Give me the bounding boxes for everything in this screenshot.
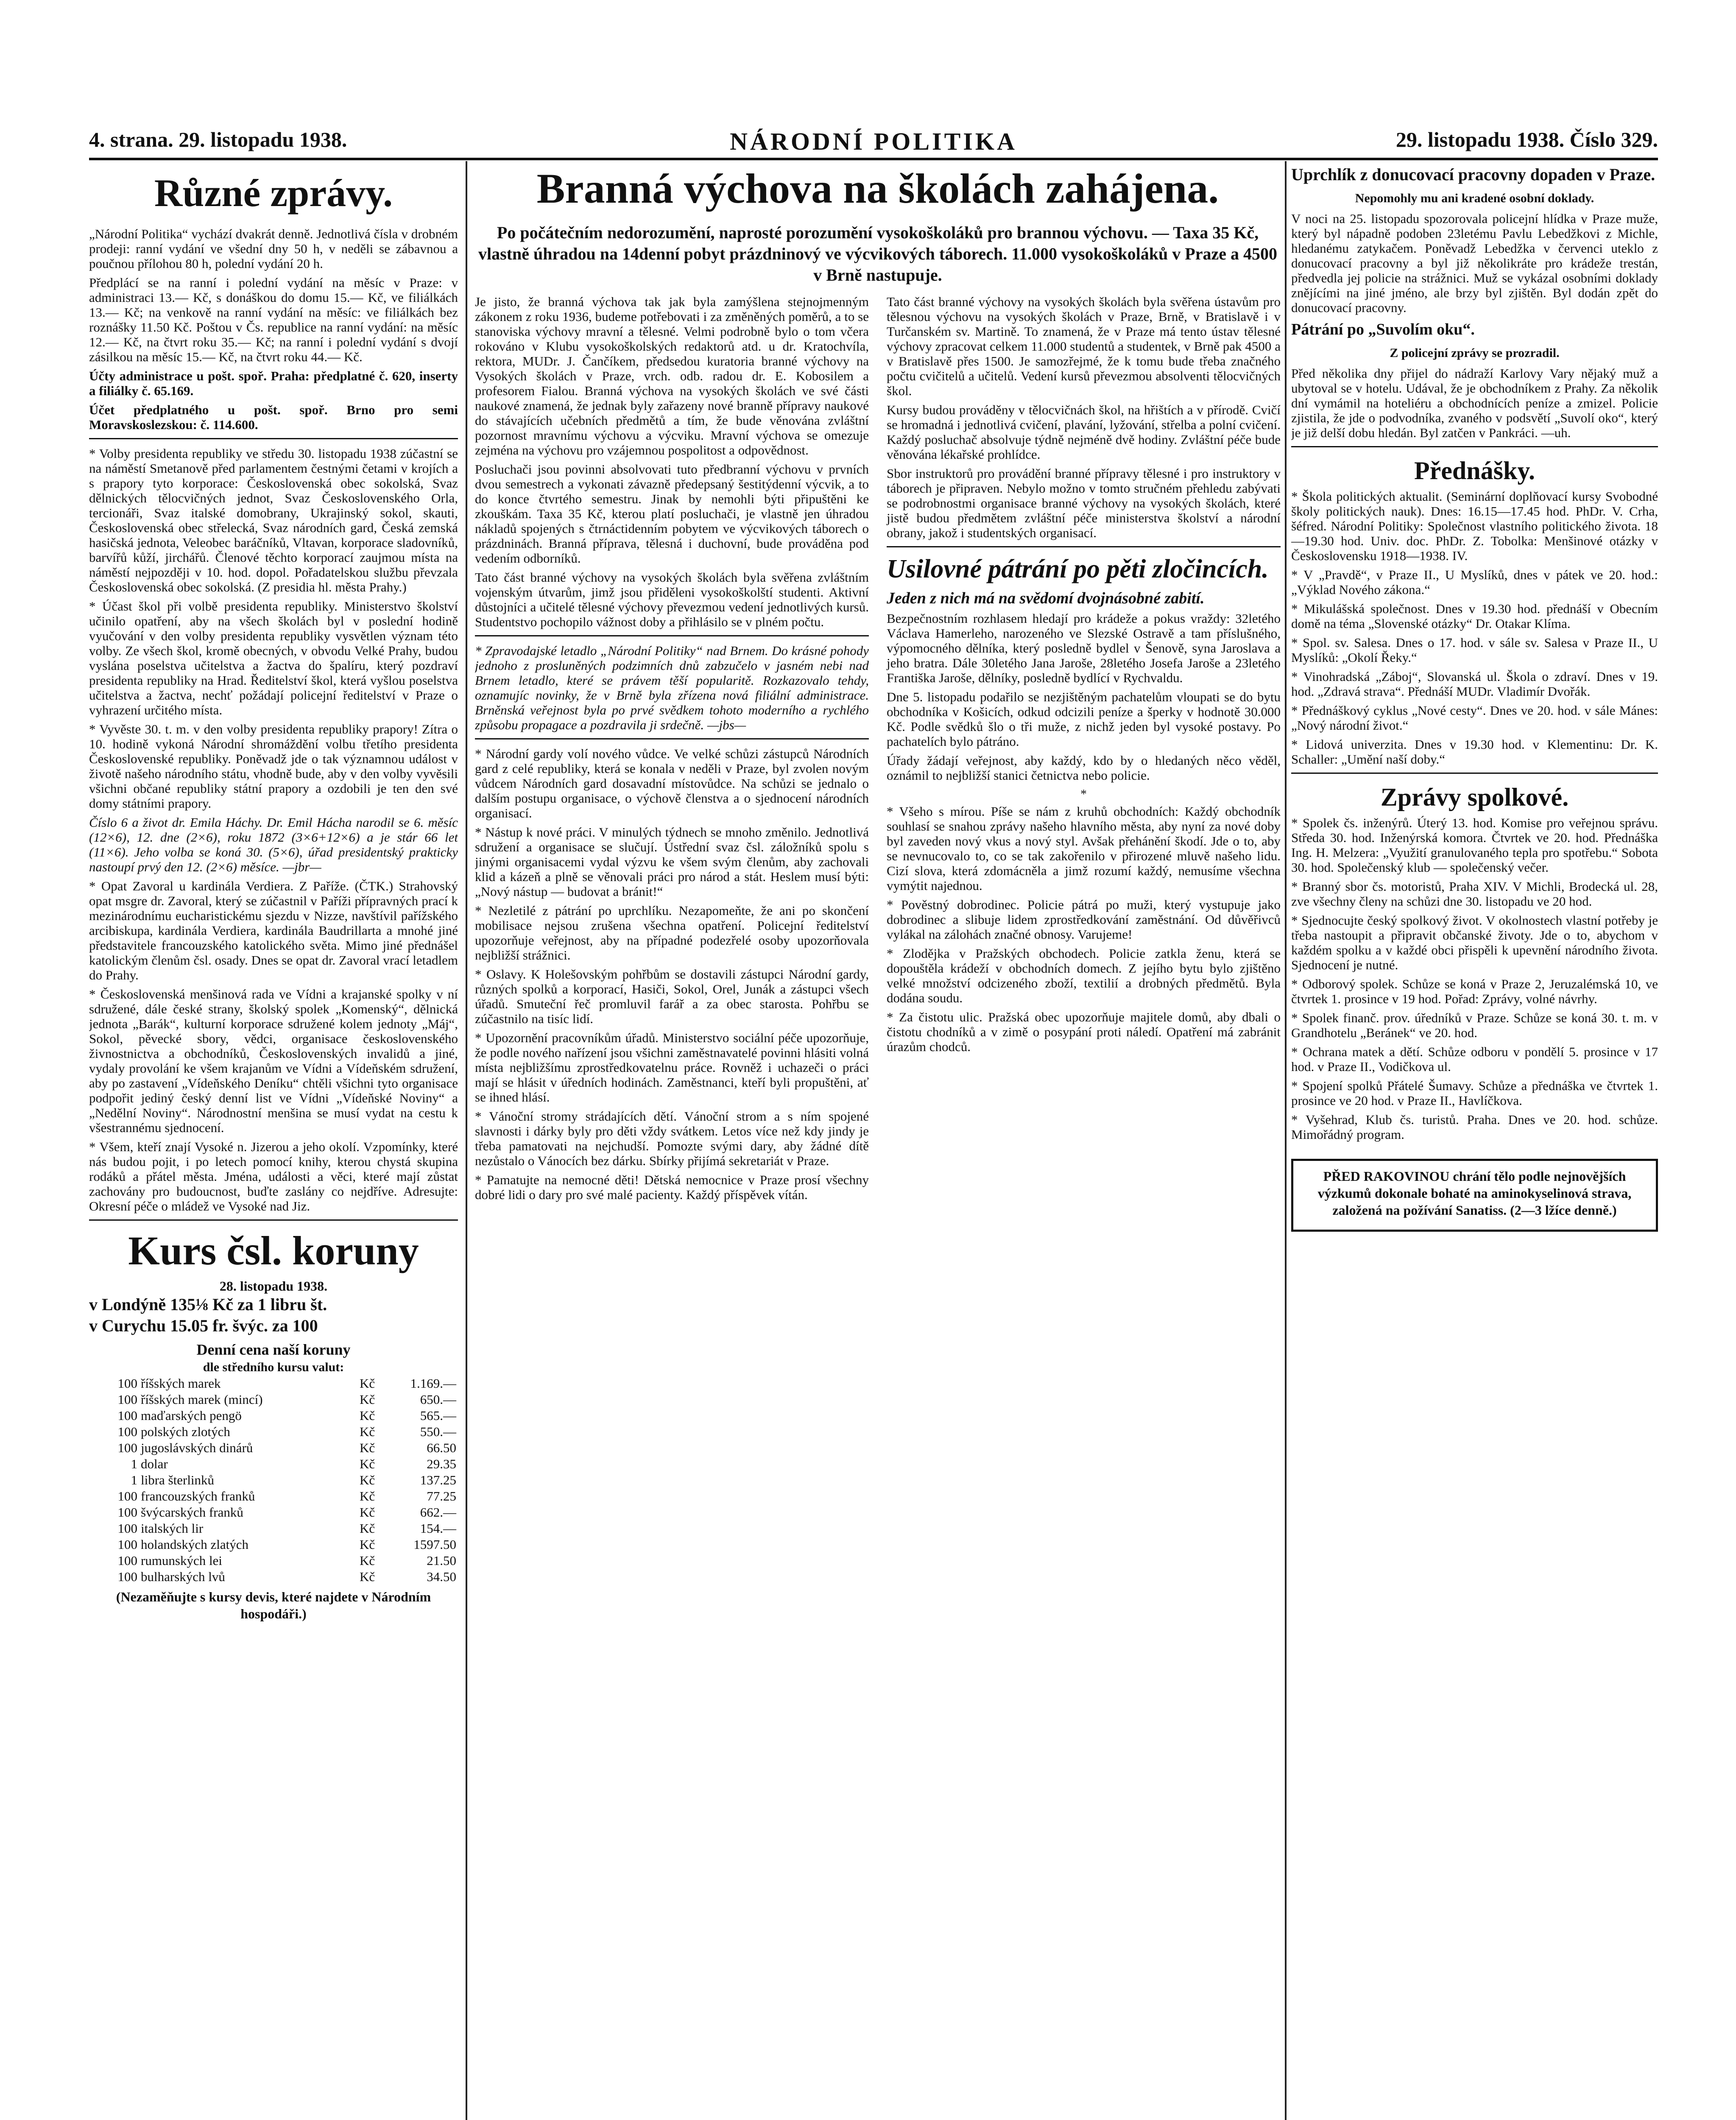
- news-paragraph: * Vyvěste 30. t. m. v den volby presidenta republiky prapory! Zítra o 10. hodině vykoná Národní shromáždění volbu třetího presidenta Československé republiky. Poněvadž jde o tak významnou událost v životě našeho národního státu, vhodně bude, aby v den volby vyvěsili všichni občané republiky státní prapory a ozdobili je ten den své domy státními prapory.: [89, 722, 458, 811]
- kurs-qty: 100: [117, 1392, 137, 1407]
- kurs-value: 1.169.—: [410, 1376, 456, 1391]
- kurs-qty: 1: [131, 1456, 137, 1471]
- header-rule: [89, 158, 1658, 160]
- news-paragraph: Dne 5. listopadu podařilo se nezjištěným pachatelům vloupati se do bytu obchodníka v Košicích, odkud odcizili peníze a šperky v hodnotě 30.000 Kč. Podle svědků šlo o tři muže, z nichž jeden byl vysoké postavy. Po pachatelích bylo pátráno.: [887, 689, 1281, 749]
- news-paragraph: * Všem, kteří znají Vysoké n. Jizerou a jeho okolí. Vzpomínky, které nás budou pojit, i po letech pomocí knihy, kterou chystá skupina rodáků a přátel města. Jména, události a věci, které mají zůstat zachovány pro budoucnost, buďte zaslány co nejdříve. Adresujte: Okresní péče o mládež ve Vysoké nad Jiz.: [89, 1139, 458, 1213]
- kurs-value: 154.—: [420, 1521, 456, 1536]
- kurs-row: [89, 1375, 458, 1392]
- kurs-row: [89, 1504, 458, 1520]
- kurs-qty: 100: [117, 1489, 137, 1504]
- news-paragraph: * Oslavy. K Holešovským pohřbům se dostavili zástupci Národní gardy, různých spolků a korporací, Hasiči, Sokol, Orel, Junák a zástupci všech úřadů. Smuteční řeč promluvil farář a za obec starosta. Pohřbu se zúčastnilo na tisíc lidí.: [475, 967, 869, 1026]
- kurs-row: [89, 1440, 458, 1456]
- header-left: 4. strana. 29. listopadu 1938.: [89, 128, 347, 151]
- kurs-qty: 100: [117, 1440, 137, 1455]
- lecture-item: * Škola politických aktualit. (Seminární doplňovací kursy Svobodné školy politických nauk). Dnes: 16.15—17.45 hod. PhDr. V. Crha, šéfred. Národní Politiky: Společnost vlastního politického života. 18—19.30 hod. Univ. doc. PhDr. Z. Tobolka: Menšinové otázky v Československu 1918—1938. IV.: [1291, 489, 1658, 563]
- kurs-currency-name: francouzských franků: [141, 1489, 255, 1504]
- club-news-item: * Odborový spolek. Schůze se koná v Praze 2, Jeruzalémská 10, ve čtvrtek 1. prosince v 19 hod. Pořad: Zprávy, volné návrhy.: [1291, 976, 1658, 1006]
- kurs-subheading: Denní cena naší koruny: [196, 1341, 351, 1358]
- divider: [887, 546, 1281, 547]
- headline-uprchlik: Uprchlík z donucovací pracovny dopaden v Praze.: [1291, 165, 1655, 184]
- kurs-value: 1597.50: [413, 1537, 456, 1552]
- lecture-item: * Spol. sv. Salesa. Dnes o 17. hod. v sále sv. Salesa v Praze II., U Myslíků: „Okolí Řeky.“: [1291, 635, 1658, 665]
- uprchlik-subheading: Nepomohly mu ani kradené osobní doklady.: [1355, 191, 1594, 205]
- header-right: 29. listopadu 1938. Číslo 329.: [1395, 128, 1658, 151]
- kurs-row: [89, 1488, 458, 1504]
- news-paragraph: * Vánoční stromy strádajících dětí. Vánoční strom a s ním spojené slavnosti i dárky byly pro děti vždy svátkem. Letos více než kdy jindy je třeba pamatovati na nejchudší. Pomozte svými dary, aby žádné dítě nezůstalo o Vánocích bez dárku. Sbírky přijímá sekretariát v Praze.: [475, 1109, 869, 1168]
- news-paragraph: * Za čistotu ulic. Pražská obec upozorňuje majitele domů, aby dbali o čistotu chodníků a v zimě o posypání proti náledí. Opatření má zabránit úrazům chodců.: [887, 1010, 1281, 1054]
- club-news-item: * Spojení spolků Přátelé Šumavy. Schůze a přednáška ve čtvrtek 1. prosince ve 20 hod. v Praze II., Havlíčkova.: [1291, 1078, 1658, 1108]
- kurs-currency-name: libra šterlinků: [141, 1473, 215, 1487]
- kurs-value: 565.—: [420, 1408, 456, 1423]
- divider: [89, 1219, 458, 1221]
- advertisement-text: PŘED RAKOVINOU chrání tělo podle nejnovějších výzkumů dokonale bohaté na aminokyselinová strava, založená na požívání Sanatiss. (2—3 lžíce denně.): [1317, 1169, 1632, 1218]
- kurs-row: [89, 1537, 458, 1553]
- lecture-item: * Mikulášská společnost. Dnes v 19.30 hod. přednáší v Obecním domě na téma „Slovenské otázky“ Dr. Otakar Klíma.: [1291, 601, 1658, 631]
- usilovne-subheading: Jeden z nich má na svědomí dvojnásobné zabití.: [887, 589, 1205, 607]
- kurs-row: [89, 1456, 458, 1472]
- kurs-value: 137.25: [420, 1473, 456, 1487]
- news-paragraph: Číslo 6 a život dr. Emila Háchy. Dr. Emil Hácha narodil se 6. měsíc (12×6), 12. dne (2×6), roku 1872 (3×6+12×6) a je stár 66 let (11×6). Jeho volba se koná 30. (5×6), úřad presidentský prakticky nastoupí prvý den 12. (2×6) měsíce. —jbr—: [89, 815, 458, 874]
- kurs-unit: Kč: [360, 1392, 375, 1407]
- column-middle: [475, 161, 1281, 2120]
- news-paragraph: V noci na 25. listopadu spozorovala policejní hlídka v Praze muže, který byl nápadně podoben 23letému Pavlu Lebedžkovi z Michle, hledanému zatykačem. Poněvadž Lebedžka v červenci uteklo z donucovací pracovny a byl již několikráte pro krádeže trestán, předvedla jej policie na strážnici. Muž se vykázal osobními doklady znějícími na jiné jméno, ale brzy byl zjištěn. Byl dodán zpět do donucovací pracovny.: [1291, 211, 1658, 315]
- club-news-item: * Spolek finanč. prov. úředníků v Praze. Schůze se koná 30. t. m. v Grandhotelu „Beránek“ ve 20. hod.: [1291, 1010, 1658, 1040]
- news-paragraph: * Volby presidenta republiky ve středu 30. listopadu 1938 zúčastní se na náměstí Smetanově před parlamentem čestnými četami v krojích a s prapory tyto korporace: Československá obec sokolská, Svaz dělnických tělocvičných jednot, Svaz Československého Orla, tercionáři, Svaz italské domobrany, Ukrajinský sokol, skauti, Československá obec střelecká, Svaz národních gard, Česká zemská hasičská jednota, Veleobec baráčníků, Vltavan, korporace sladovníků, barvířů kůží, jirchářů. Členové těchto korporací zaujmou místa na náměstí nejpozději v 10. hod. dopol. Pořadatelskou službu převzala Československá obec sokolská. (Z presidia hl. města Prahy.): [89, 446, 458, 594]
- kurs-value: 29.35: [427, 1456, 456, 1471]
- news-paragraph: * Pamatujte na nemocné děti! Dětská nemocnice v Praze prosí všechny dobré lidi o dary pro své malé pacienty. Každý příspěvek vítán.: [475, 1172, 869, 1202]
- kurs-row: [89, 1520, 458, 1537]
- separator-star: *: [1080, 787, 1087, 801]
- column-left: [89, 161, 458, 2120]
- headline-branna-vychova: Branná výchova na školách zahájena.: [536, 165, 1219, 212]
- kurs-qty: 100: [117, 1521, 137, 1536]
- kurs-value: 650.—: [420, 1392, 456, 1407]
- kurs-qty: 100: [117, 1505, 137, 1520]
- section-heading-prednasky: Přednášky.: [1414, 457, 1535, 485]
- lecture-item: * Vinohradská „Záboj“, Slovanská ul. Škola o zdraví. Dnes v 19. hod. „Zdravá strava“. Přednáší MUDr. Vladimír Dvořák.: [1291, 669, 1658, 699]
- lecture-item: * Přednáškový cyklus „Nové cesty“. Dnes ve 20. hod. v sále Mánes: „Nový národní život.“: [1291, 703, 1658, 733]
- column-right: [1291, 161, 1658, 2120]
- kurs-unit: Kč: [360, 1440, 375, 1455]
- divider: [1291, 446, 1658, 447]
- article-paragraph: Je jisto, že branná výchova tak jak byla zamýšlena stejnojmenným zákonem z roku 1936, budeme potřebovati i za změněných poměrů, a to se stanoviska výchovy mravní a tělesné. Velmi podrobně bylo o tom včera rokováno v Klubu vysokoškolských redaktorů atd. u dr. Kratochvíla, rektora, MUDr. J. Čančíkem, předsedou kuratoria branné výchovy na Vysokých školách v Praze, vrch. odb. radou dr. E. Kobosilem a profesorem Fialou. Branná výchova na vysokých školách ve své části naukové znamená, že jednak byly zařazeny nové branně přípravy naukové do stávajících učebních předmětů a tím, že bude věnována zvláštní pozornost mravnímu výchovu a výcviku. Mravní výchova se omezuje zejména na výchovu pro vzájemnou pospolitost a odpovědnost.: [475, 294, 869, 457]
- lecture-item: * Lidová univerzita. Dnes v 19.30 hod. v Klementinu: Dr. K. Schaller: „Umění naší doby.“: [1291, 737, 1658, 767]
- news-paragraph: * Národní gardy volí nového vůdce. Ve velké schůzi zástupců Národních gard z celé republiky, která se konala v neděli v Praze, byl zvolen novým vůdcem Národních gard dosavadní místovůdce. Na schůzi se jednalo o dalším postupu organisace, o výchově členstva a o sjednocení národních organisací.: [475, 746, 869, 820]
- kurs-subheading-2: dle středního kursu valut:: [203, 1360, 344, 1374]
- news-paragraph: * Československá menšinová rada ve Vídni a krajanské spolky v ní sdružené, dále české strany, školský spolek „Komenský“, dělnická jednota „Barák“, kulturní korporace sdružené kolem jednoty „Máj“, Sokol, pěvecké sbory, vědci, organisace československého živnostnictva a obchodníků, Československých invalidů a jiné, vydaly provolání ke všem krajanům ve Vídni a Vídeňském sdružení, aby po zastavení „Vídeňského Deníku“ chtěli všichni tyto organisace podpořit jediný český denní list ve Vídni „Vídeňské Noviny“ a „Nedělní Noviny“. Národnostní menšina se musí vydat na cestu k všestrannému sjednocení.: [89, 987, 458, 1135]
- kurs-qty: 100: [117, 1376, 137, 1391]
- kurs-unit: Kč: [360, 1505, 375, 1520]
- kurs-currency-name: polských zlotých: [141, 1424, 230, 1439]
- article-paragraph: Tato část branné výchovy na vysokých školách byla svěřena zvláštním vojenským útvarům, jimž jsou přiděleni vysokoškolští studenti. Aktivní důstojníci a učitelé tělesné výchovy převezmou vedení jednotlivých kursů. Studentstvo pochopilo vážnost doby a přihlásilo se v plném počtu.: [475, 570, 869, 629]
- kurs-currency-name: jugoslávských dinárů: [141, 1440, 253, 1455]
- intro-paragraph: Účet předplatného u pošt. spoř. Brno pro semi Moravskoslezskou: č. 114.600.: [89, 402, 458, 432]
- column-divider: [1285, 161, 1287, 2120]
- kurs-unit: Kč: [360, 1408, 375, 1423]
- kurs-currency-name: holandských zlatých: [141, 1537, 248, 1552]
- kurs-qty: 100: [117, 1537, 137, 1552]
- kurs-value: 662.—: [420, 1505, 456, 1520]
- kurs-qty: 100: [117, 1424, 137, 1439]
- news-paragraph: Před několika dny přijel do nádraží Karlovy Vary nějaký muž a ubytoval se v hotelu. Udával, že je obchodníkem z Prahy. Za několik dní vymámil na hoteliéru a obchodnících peníze a zmizel. Policie zjistila, že jde o podvodníka, zvaného v podsvětí „Suvolí oko“, který je již delší dobu hledán. Byl zatčen v Pankráci. —uh.: [1291, 366, 1658, 440]
- kurs-qty: 100: [117, 1569, 137, 1584]
- kurs-unit: Kč: [360, 1521, 375, 1536]
- masthead: NÁRODNÍ POLITIKA: [730, 128, 1017, 155]
- club-news-item: * Branný sbor čs. motoristů, Praha XIV. V Michli, Brodecká ul. 28, zve všechny členy na schůzi dne 30. listopadu ve 20 hod.: [1291, 879, 1658, 909]
- news-paragraph: * Nezletilé z pátrání po uprchlíku. Nezapomeňte, že ani po skončení mobilisace nejsou zrušena všechna opatření. Policejní ředitelství upozorňuje veřejnost, aby na případné podezřelé osoby upozorňovala nejbližší strážnici.: [475, 903, 869, 962]
- patrani-subheading: Z policejní zprávy se prozradil.: [1390, 346, 1560, 360]
- club-news-item: * Ochrana matek a dětí. Schůze odboru v pondělí 5. prosince v 17 hod. v Praze II., Vodičkova ul.: [1291, 1044, 1658, 1074]
- kurs-value: 21.50: [427, 1553, 456, 1568]
- kurs-unit: Kč: [360, 1489, 375, 1504]
- kurs-currency-name: maďarských pengö: [141, 1408, 242, 1423]
- news-paragraph: * Zlodějka v Pražských obchodech. Policie zatkla ženu, která se dopouštěla krádeží v obchodních domech. Z jejího bytu bylo zjištěno velké množství odcizeného zboží, textilií a drobných předmětů. Byla dodána soudu.: [887, 946, 1281, 1005]
- kurs-london: v Londýně 135⅛ Kč za 1 libru št.: [89, 1295, 327, 1314]
- kurs-zurich: v Curychu 15.05 fr. švýc. za 100: [89, 1316, 318, 1335]
- intro-paragraph: Účty administrace u pošt. spoř. Praha: předplatné č. 620, inserty a filiálky č. 65.169.: [89, 368, 458, 398]
- kurs-qty: 1: [131, 1473, 137, 1487]
- kurs-currency-name: švýcarských franků: [141, 1505, 243, 1520]
- kurs-currency-name: bulharských lvů: [141, 1569, 225, 1584]
- article-two-columns: [475, 294, 1281, 1206]
- kurs-unit: Kč: [360, 1424, 375, 1439]
- club-news-item: * Vyšehrad, Klub čs. turistů. Praha. Dnes ve 20. hod. schůze. Mimořádný program.: [1291, 1112, 1658, 1142]
- divider: [475, 738, 869, 739]
- news-paragraph: * Účast škol při volbě presidenta republiky. Ministerstvo školství učinilo opatření, aby na všech školách byl v poslední hodině vyučování v den volby presidenta republiky vysvětlen význam této volby. Ze všech škol, kromě obecných, v obvodu Velké Prahy, budou vyslána poselstva učitelstva a žactva do špalíru, který pozdraví presidenta republiky na Hrad. Ředitelství škol, která vyšlou poselstva učitelstva a žactva, nechť požádají policejní ředitelství v Praze o vyhrazení určitého místa.: [89, 599, 458, 717]
- article-right-subcolumn: [887, 294, 1281, 1206]
- kurs-row: [89, 1569, 458, 1585]
- kurs-unit: Kč: [360, 1553, 375, 1568]
- section-heading-ruzne-zpravy: Různé zprávy.: [154, 171, 393, 215]
- news-paragraph: * Pověstný dobrodinec. Policie pátrá po muži, který vystupuje jako dobrodinec a slibuje lidem zprostředkování zaměstnání. Od důvěřivců vylákal na zálohách značné obnosy. Varujeme!: [887, 897, 1281, 942]
- kurs-heading: Kurs čsl. koruny: [128, 1228, 419, 1273]
- kurs-footer: (Nezaměňujte s kursy devis, které najdete v Národním hospodáři.): [116, 1589, 431, 1621]
- headline-patrani: Pátrání po „Suvolím oku“.: [1291, 321, 1475, 338]
- news-paragraph: Bezpečnostním rozhlasem hledají pro krádeže a pokus vraždy: 32letého Václava Hamerleho, narozeného ve Slezské Ostravě a tam příslušného, výpomocného dělníka, který posledně bydlel v Šenově, syna Jaroslava a jeho bratra. Dále 30letého Jana Jaroše, 28letého Josefa Jaroše a 23letého Františka Jaroše, dělníky, posledně bydlící v Rychvaldu.: [887, 611, 1281, 685]
- news-paragraph: * Upozornění pracovníkům úřadů. Ministerstvo sociální péče upozorňuje, že podle nového nařízení jsou všichni zaměstnavatelé povinni hlásiti volná místa nejbližšímu zprostředkovatelnu práce. Rovněž i uchazeči o práci mají se hlásit v úředních hodinách. Zaměstnanci, kteří byli propuštěni, ať se ihned hlásí.: [475, 1030, 869, 1105]
- exchange-rate-box: [89, 1227, 458, 1622]
- intro-paragraph: „Národní Politika“ vychází dvakrát denně. Jednotlivá čísla v drobném prodeji: ranní vydání ve všední dny 50 h, v neděli se zábavnou a poučnou přílohou 80 h, polední vydání 20 h.: [89, 226, 458, 271]
- kurs-currency-name: říšských marek: [141, 1376, 221, 1391]
- kurs-unit: Kč: [360, 1473, 375, 1487]
- kurs-row: [89, 1392, 458, 1408]
- section-heading-zpravy-spolkove: Zprávy spolkové.: [1380, 783, 1569, 811]
- column-divider: [466, 161, 467, 2120]
- kurs-value: 66.50: [427, 1440, 456, 1455]
- article-paragraph: Sbor instruktorů pro provádění branné přípravy tělesné i pro instruktory v táborech je připraven. Nebylo možno v tomto stručném přehledu zabývati se podrobnostmi organisace branné výchovy na vysokých školách, které jistě budou předmětem zvláštní péče ministerstva školství a národní obrany, jakož i studentských organisací.: [887, 466, 1281, 540]
- news-paragraph: * Opat Zavoral u kardinála Verdiera. Z Paříže. (ČTK.) Strahovský opat msgre dr. Zavoral, který se zúčastnil v Paříži přípravných prací k mezinárodnímu eucharistickému sjezdu v Nizze, navštívil pařížského arcibiskupa, kardinála Verdiera, kardinála Baudrillarta a mnohé jiné představitele francouzského katolického světa. Mimo jiné přednášel katolickým členům čsl. osady. Dnes se opat dr. Zavoral vrací letadlem do Prahy.: [89, 879, 458, 982]
- club-news-item: * Sjednocujte český spolkový život. V okolnostech vlastní potřeby je třeba nastoupit a připravit občanské životy. Jde o to, abychom v každém spolku a v každé obci přispěli k upevnění národního života. Sjednocení je nutné.: [1291, 913, 1658, 972]
- kurs-table: [89, 1375, 458, 1585]
- kurs-unit: Kč: [360, 1376, 375, 1391]
- kurs-value: 550.—: [420, 1424, 456, 1439]
- news-paragraph: * Všeho s mírou. Píše se nám z kruhů obchodních: Každý obchodník souhlasí se snahou zprávy našeho hlavního města, aby nyní za nové doby byl zaveden nový vkus a nový styl. Avšak přehánění škodí. Jde o to, aby se nevnucovalo to, co se tak zakořenilo v přirozené mluvě našeho lidu. Cizí slova, která zdomácněla a jimž rozumí každý, nemusíme všechna vymýtit najednou.: [887, 804, 1281, 893]
- kurs-date: 28. listopadu 1938.: [219, 1278, 328, 1294]
- kurs-currency-name: dolar: [141, 1456, 168, 1471]
- club-news-item: * Spolek čs. inženýrů. Úterý 13. hod. Komise pro veřejnou správu. Středa 30. hod. Inženýrská komora. Čtvrtek ve 20. hod. Přednáška Ing. H. Melzera: „Využití granulovaného tepla pro spotřebu.“ Sobota 30. hod. Společenský klub — společenský večer.: [1291, 815, 1658, 875]
- article-paragraph: Tato část branné výchovy na vysokých školách byla svěřena ústavům pro tělesnou výchovu na vysokých školách v Praze, Brně, v Bratislavě i v Turčanském sv. Martině. To znamená, že v Praze má tento ústav tělesné výchovy zpracovat celkem 11.000 studentů a studentek, v Brně pak 4500 a v Bratislavě přes 1500. Je samozřejmé, že k tomu bude třeba značného počtu cvičitelů a učitelů. Vedení kursů převezmou absolventi tělocvičných škol.: [887, 294, 1281, 398]
- kurs-row: [89, 1553, 458, 1569]
- news-paragraph: * Nástup k nové práci. V minulých týdnech se mnoho změnilo. Jednotlivá sdružení a organisace se slučují. Ústřední svaz čsl. záložníků spolu s jinými organisacemi vydal výzvu ke všem svým členům, aby zachovali klid a kázeň a plně se věnovali práci pro národ a stát. Heslem musí býti: „Nový nástup — budovat a bránit!“: [475, 825, 869, 899]
- advertisement-box: [1291, 1159, 1658, 1232]
- headline-subheading: Po počátečním nedorozumění, naprosté porozumění vysokoškoláků pro brannou výchovu. — Taxa 35 Kč, vlastně úhradou na 14denní pobyt prázdninový ve výcvikových táborech. 11.000 vysokoškoláků v Praze a 4500 v Brně nastupuje.: [478, 223, 1277, 285]
- kurs-currency-name: říšských marek (mincí): [141, 1392, 263, 1407]
- kurs-unit: Kč: [360, 1456, 375, 1471]
- kurs-unit: Kč: [360, 1537, 375, 1552]
- letadlo-paragraph: * Zpravodajské letadlo „Národní Politiky“ nad Brnem. Do krásné pohody jednoho z prosluněných podzimních dnů zabzučelo v jasném nebi nad Brnem letadlo, které se právem těší popularitě. Rozkazovalo tehdy, oznamujíc novinky, že v Brně byla zřízena nová filiální administrace. Brněnská veřejnost byla po prvé svědkem tohoto moderního a rychlého způsobu propagace a pozdravila ji srdečně. —jbs—: [475, 643, 869, 732]
- divider: [475, 635, 869, 636]
- kurs-row: [89, 1472, 458, 1488]
- divider: [1291, 773, 1658, 774]
- kurs-qty: 100: [117, 1408, 137, 1423]
- kurs-currency-name: rumunských lei: [141, 1553, 222, 1568]
- kurs-qty: 100: [117, 1553, 137, 1568]
- kurs-value: 34.50: [427, 1569, 456, 1584]
- article-paragraph: Posluchači jsou povinni absolvovati tuto předbranní výchovu v prvních dvou semestrech a vykonati závazně předepsaný šestitýdenní výcvik, a to do konce čtvrtého semestru. Jinak by nemohli býti připuštěni ke zkouškám. Taxa 35 Kč, kterou platí posluchači, je vlastně jen úhradou nákladů spojených s čtrnáctidenním pobytem ve výcvikových táborech o prázdninách. Branná příprava, tělesná i duchovní, bude prováděna pod vedením odborníků.: [475, 462, 869, 566]
- article-left-subcolumn: [475, 294, 869, 1206]
- page-header: [89, 127, 1658, 157]
- kurs-currency-name: italských lir: [141, 1521, 204, 1536]
- headline-usilovne-patrani: Usilovné pátrání po pěti zločincích.: [887, 555, 1269, 583]
- divider: [89, 438, 458, 439]
- kurs-value: 77.25: [427, 1489, 456, 1504]
- kurs-unit: Kč: [360, 1569, 375, 1584]
- kurs-row: [89, 1408, 458, 1424]
- kurs-row: [89, 1424, 458, 1440]
- news-paragraph: Úřady žádají veřejnost, aby každý, kdo by o hledaných něco věděl, oznámil to nejbližší stanici četnictva nebo policie.: [887, 753, 1281, 783]
- article-paragraph: Kursy budou prováděny v tělocvičnách škol, na hřištích a v přírodě. Cvičí se hromadná i jednotlivá cvičení, plavání, lyžování, střelba a polní cvičení. Každý posluchač absolvuje týdně nejméně dvě hodiny. Zvláštní péče bude věnována lékařské prohlídce.: [887, 402, 1281, 462]
- lecture-item: * V „Pravdě“, v Praze II., U Myslíků, dnes v pátek ve 20. hod.: „Výklad Nového zákona.“: [1291, 567, 1658, 597]
- intro-paragraph: Předplácí se na ranní i polední vydání na měsíc v Praze: v administraci 13.— Kč, s donáškou do domu 15.— Kč, ve filiálkách 13.— Kč; na venkově na ranní vydání na měsíc: ve filiálkách bez roznášky 11.50 Kč. Poštou v Čs. republice na ranní vydání: na měsíc 12.— Kč, na čtvrt roku 35.— Kč; na ranní i polední vydání s dvojí zásilkou na měsíc 15.— Kč, na čtvrt roku 44.— Kč.: [89, 275, 458, 364]
